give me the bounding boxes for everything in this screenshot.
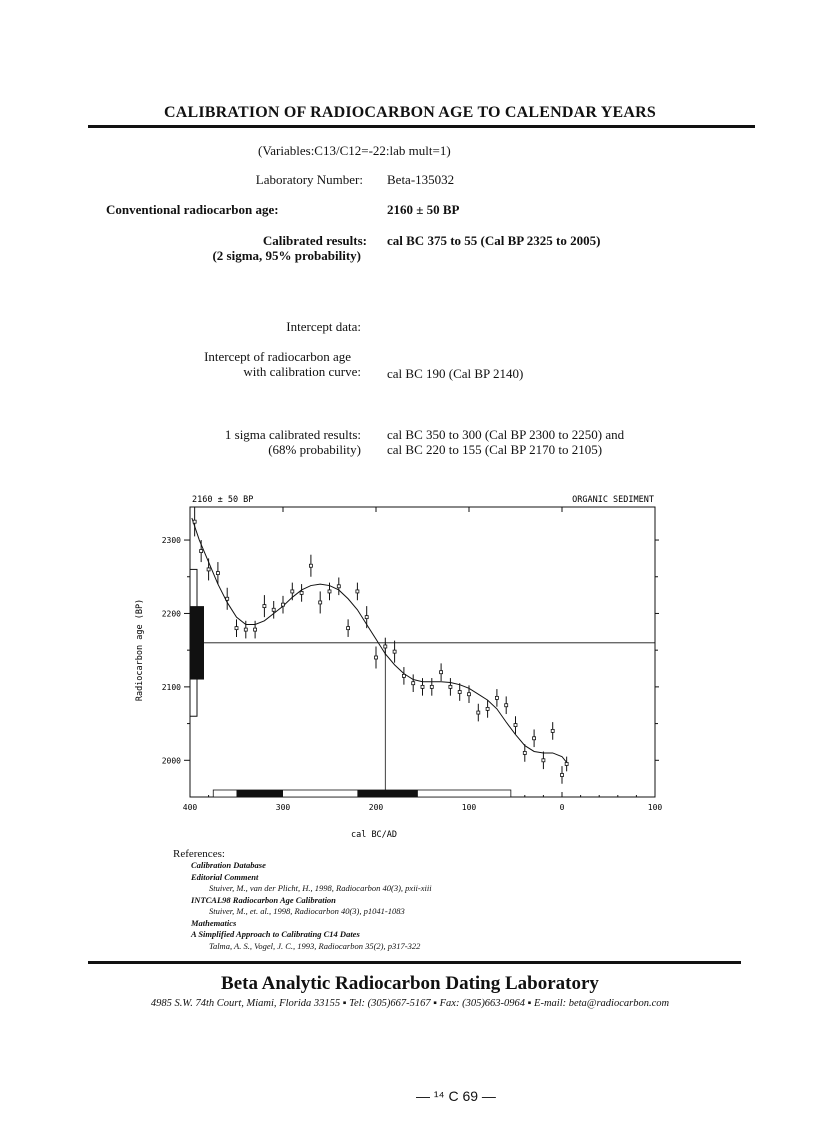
data-point <box>216 572 219 575</box>
reference-cite: Stuiver, M., van der Plicht, H., 1998, Radiocarbon 40(3), pxii-xiii <box>209 883 432 893</box>
one-sigma-value-2: cal BC 220 to 155 (Cal BP 2170 to 2105) <box>387 442 603 457</box>
calibration-chart <box>120 485 680 845</box>
page-title: CALIBRATION OF RADIOCARBON AGE TO CALENDAR YEARS <box>163 104 657 121</box>
lab-number-value: Beta-135032 <box>387 172 455 187</box>
chart-title-left: 2160 ± 50 BP <box>192 495 254 505</box>
data-point <box>272 608 275 611</box>
data-point <box>365 616 368 619</box>
reference-cite: Talma, A. S., Vogel, J. C., 1993, Radiocarbon 35(2), p317-322 <box>209 940 421 951</box>
data-point <box>384 645 387 648</box>
chart-title-right: ORGANIC SEDIMENT <box>572 495 654 505</box>
data-point <box>468 693 471 696</box>
data-point <box>200 550 203 553</box>
lab-name: Beta Analytic Radiocarbon Dating Laboratory <box>221 973 599 994</box>
data-point <box>328 590 331 593</box>
data-point <box>495 696 498 699</box>
x-tick-label: 300 <box>275 803 291 812</box>
plot-area <box>162 507 663 812</box>
data-point <box>319 601 322 604</box>
data-point <box>412 682 415 685</box>
plot-frame <box>190 507 655 797</box>
data-point <box>244 628 247 631</box>
data-point <box>449 685 452 688</box>
one-sigma-label-2: (68% probability) <box>268 442 361 457</box>
reference-cite: Stuiver, M., et. al., 1998, Radiocarbon 40(3), p1041-1083 <box>209 906 405 916</box>
data-point <box>551 729 554 732</box>
lab-address: 4985 S.W. 74th Court, Miami, Florida 33155 ▪ Tel: (305)667-5167 ▪ Fax: (305)663-0964 ▪ E-mail: beta@radiocarbon.com <box>150 998 670 1009</box>
data-point <box>523 751 526 754</box>
data-point <box>263 605 266 608</box>
x-tick-label: 100 <box>461 803 477 812</box>
x-tick-label: 200 <box>368 803 384 812</box>
conventional-age-label: Conventional radiocarbon age: <box>106 202 279 217</box>
conventional-age-value: 2160 ± 50 BP <box>387 202 460 217</box>
references-list <box>191 860 432 952</box>
data-point <box>421 685 424 688</box>
data-point <box>282 603 285 606</box>
data-point <box>561 773 564 776</box>
data-point <box>254 628 257 631</box>
reference-head: Editorial Comment <box>191 871 259 882</box>
reference-head: Calibration Database <box>191 860 266 870</box>
page-number: — ¹⁴ C 69 — <box>416 1088 496 1104</box>
reference-head: A Simplified Approach to Calibrating C14 Dates <box>191 929 360 939</box>
data-point <box>565 762 568 765</box>
data-point <box>235 627 238 630</box>
data-point <box>337 585 340 588</box>
data-point <box>300 591 303 594</box>
one-sigma-label-1: 1 sigma calibrated results: <box>224 427 361 442</box>
data-point <box>207 568 210 571</box>
data-point <box>486 707 489 710</box>
x-tick-label: 400 <box>182 803 198 812</box>
data-point <box>291 590 294 593</box>
intercept-label-2: with calibration curve: <box>243 364 361 379</box>
data-point <box>477 711 480 714</box>
calibrated-results-sublabel: (2 sigma, 95% probability) <box>212 248 361 263</box>
one-sigma-value-1: cal BC 350 to 300 (Cal BP 2300 to 2250) and <box>387 427 625 442</box>
title-divider <box>88 125 755 128</box>
y-axis-label: Radiocarbon age (BP) <box>135 598 145 702</box>
data-point <box>505 704 508 707</box>
data-point <box>402 674 405 677</box>
data-point <box>533 737 536 740</box>
sigma1-range-bar <box>237 790 284 797</box>
x-tick-label: 0 <box>559 803 565 812</box>
x-axis-label: cal BC/AD <box>350 830 398 840</box>
data-point <box>542 759 545 762</box>
intercept-value: cal BC 190 (Cal BP 2140) <box>387 366 524 381</box>
x-tick-label: 100 <box>647 803 663 812</box>
calibration-curve <box>192 518 567 762</box>
y-tick-label: 2100 <box>161 682 181 692</box>
sigma1-range-bar <box>357 790 417 797</box>
reference-head: Mathematics <box>191 917 237 928</box>
intercept-heading: Intercept data: <box>286 319 361 334</box>
calibrated-results-value: cal BC 375 to 55 (Cal BP 2325 to 2005) <box>387 233 601 248</box>
data-point <box>193 520 196 523</box>
calibrated-results-label: Calibrated results: <box>262 233 367 248</box>
lab-number-label: Laboratory Number: <box>255 172 363 187</box>
reference-head: INTCAL98 Radiocarbon Age Calibration <box>191 894 336 905</box>
references-heading: References: <box>173 848 225 860</box>
data-point <box>430 685 433 688</box>
data-point <box>309 564 312 567</box>
data-point <box>347 627 350 630</box>
variables-text: (Variables:C13/C12=-22:lab mult=1) <box>258 143 451 158</box>
data-point <box>375 656 378 659</box>
sigma1-age-box <box>190 606 204 679</box>
references-block <box>173 848 432 952</box>
data-point <box>393 650 396 653</box>
y-tick-label: 2000 <box>161 756 181 766</box>
y-tick-label: 2200 <box>161 609 181 619</box>
data-point <box>458 691 461 694</box>
intercept-label-1: Intercept of radiocarbon age <box>204 349 351 364</box>
footer-divider <box>88 961 741 964</box>
y-tick-label: 2300 <box>161 536 181 546</box>
data-point <box>514 724 517 727</box>
data-point <box>440 671 443 674</box>
data-point <box>356 590 359 593</box>
data-point <box>226 597 229 600</box>
